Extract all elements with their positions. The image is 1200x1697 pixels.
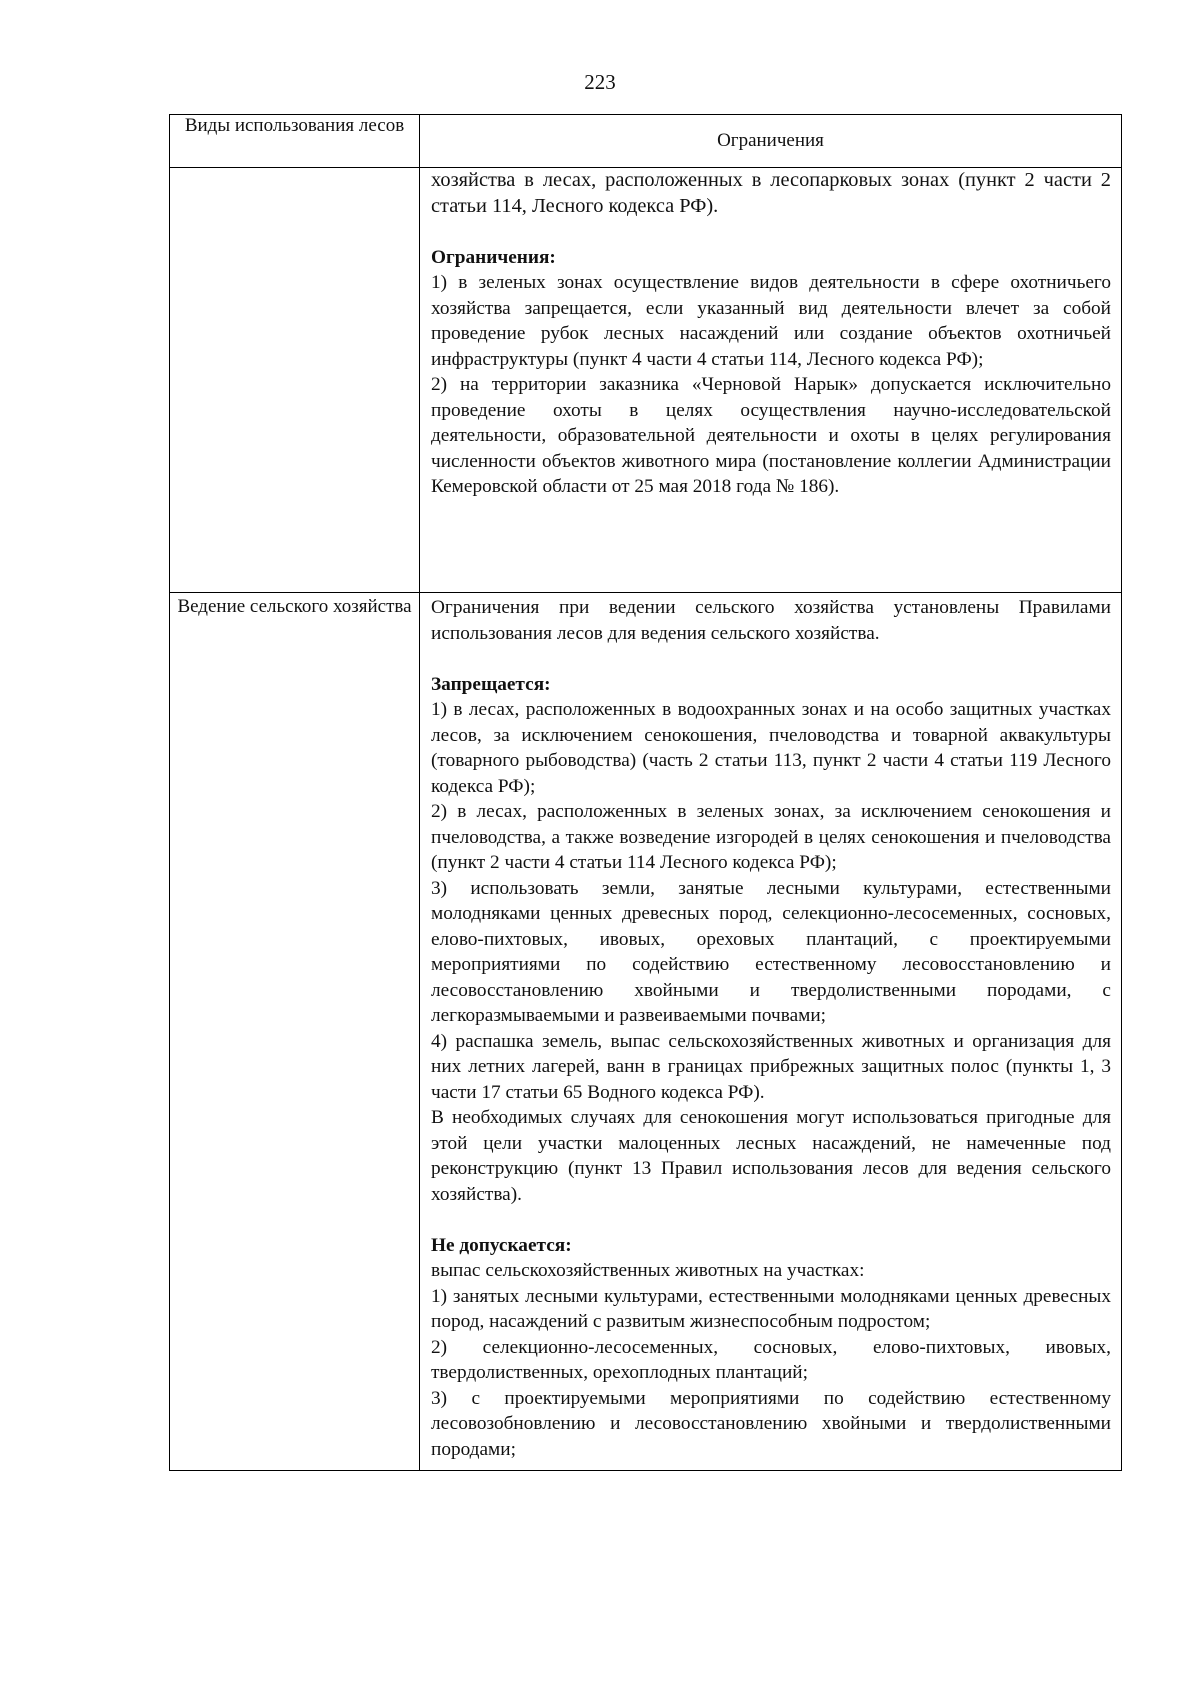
section-heading-prohibited: Запрещается: [431,673,551,695]
section-heading-not-allowed: Не допускается: [431,1234,572,1256]
restriction-item: 3) с проектируемыми мероприятиями по содействию естественному лесовозобновлению и лесовосстановлению хвойными и твердолиственными породами; [431,1387,1111,1460]
restriction-item: 2) селекционно-лесосеменных, сосновых, елово-пихтовых, ивовых, твердолиственных, орехоплодных плантаций; [431,1336,1111,1383]
restriction-item: В необходимых случаях для сенокошения могут использоваться пригодные для этой цели участки малоценных лесных насаждений, не намеченные под реконструкцию (пункт 13 Правил использования лесов для ведения сельского хозяйства). [431,1107,1111,1205]
restriction-item: 3) использовать земли, занятые лесными культурами, естественными молодняками ценных древесных пород, селекционно-лесосеменных, сосновых, елово-пихтовых, ивовых, ореховых плантаций, с проектируемыми мероприятиями по содействию естественному лесовосстановлению и лесовосстановлению хвойными и твердолиственными породами, с легкоразмываемыми и развеиваемыми почвами; [431,877,1111,1026]
table-row [170,168,1122,593]
restriction-intro: Ограничения при ведении сельского хозяйства установлены Правилами использования лесов для ведения сельского хозяйства. [431,597,1111,644]
restriction-item: 2) в лесах, расположенных в зеленых зонах, за исключением сенокошения и пчеловодства, а также возведение изгородей в целях сенокошения и пчеловодства (пункт 2 части 4 статьи 114 Лесного кодекса РФ); [431,801,1111,873]
section-heading-restrictions: Ограничения: [431,246,556,268]
restriction-item: 2) на территории заказника «Черновой Нарык» допускается исключительно проведение охоты в целях осуществления научно-исследовательской деятельности, образовательной деятельности и охоты в целях регулирования численности объектов животного мира (постановление коллегии Администрации Кемеровской области от 25 мая 2018 года № 186). [431,374,1111,497]
restriction-intro: хозяйства в лесах, расположенных в лесопарковых зонах (пункт 2 части 2 статьи 114, Лесного кодекса РФ). [431,169,1111,217]
header-forest-use-types: Виды использования лесов [170,115,420,168]
restrictions-table [169,114,1122,1471]
restrictions-cell [420,593,1122,1471]
restriction-item: 4) распашка земель, выпас сельскохозяйственных животных и организация для них летних лагерей, ванн в границах прибрежных защитных полос (пункты 1, 3 части 17 статьи 65 Водного кодекса РФ). [431,1030,1111,1103]
forest-use-type-cell: Ведение сельского хозяйства [170,593,420,1471]
table-header-row [170,115,1122,168]
restriction-item: 1) занятых лесными культурами, естественными молодняками ценных древесных пород, насаждений с развитым жизнеспособным подростом; [431,1285,1111,1332]
restriction-item: выпас сельскохозяйственных животных на участках: [431,1260,865,1281]
restriction-item: 1) в зеленых зонах осуществление видов деятельности в сфере охотничьего хозяйства запрещается, если указанный вид деятельности влечет за собой проведение рубок лесных насаждений или создание объектов охотничьей инфраструктуры (пункт 4 части 4 статьи 114, Лесного кодекса РФ); [431,272,1111,370]
restriction-item: 1) в лесах, расположенных в водоохранных зонах и на особо защитных участках лесов, за исключением сенокошения, пчеловодства и товарной аквакультуры (товарного рыбоводства) (часть 2 статьи 113, пункт 2 части 4 статьи 119 Лесного кодекса РФ); [431,699,1111,797]
page-number: 223 [584,70,616,94]
forest-use-type-cell [170,168,420,593]
header-restrictions: Ограничения [420,115,1122,168]
table-row [170,593,1122,1471]
restrictions-cell [420,168,1122,593]
